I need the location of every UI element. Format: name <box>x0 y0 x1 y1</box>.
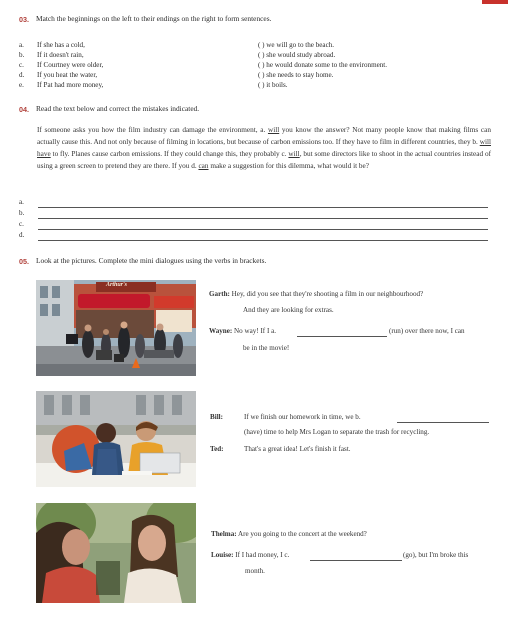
q4-answer-line-c[interactable] <box>38 229 488 230</box>
q3-beginning-d: If you heat the water, <box>37 71 98 79</box>
q4-answer-line-b[interactable] <box>38 218 488 219</box>
q4-answer-letter-c: c. <box>19 220 24 228</box>
garth-line-1 <box>209 290 423 298</box>
wayne-text-1-pre: No way! If I a. <box>234 327 276 335</box>
q3-ending-3[interactable]: ( ) he would donate some to the environment. <box>258 61 388 69</box>
q4-number: 04. <box>19 105 29 114</box>
q3-ending-2[interactable]: ( ) she would study abroad. <box>258 51 336 59</box>
louise-text-1-pre: If I had money, I c. <box>235 551 290 559</box>
underlined-error-word: can <box>198 162 209 170</box>
q5-instruction: Look at the pictures. Complete the mini dialogues using the verbs in brackets. <box>36 256 267 265</box>
q3-letter-b: b. <box>19 51 25 59</box>
q4-answer-letter-d: d. <box>19 231 25 239</box>
bill-blank-b[interactable] <box>397 422 489 423</box>
q3-letter-e: e. <box>19 81 24 89</box>
q3-instruction: Match the beginnings on the left to their endings on the right to form sentences. <box>36 14 272 23</box>
paragraph-text-segment: to fly. Planes cause carbon emissions. If they could change this, they probably c. <box>50 150 289 158</box>
q3-beginning-c: If Courtney were older, <box>37 61 104 69</box>
paragraph-text-segment: , but some directors like to shoot in the actual countries instead of using a green screen to pretend they are there. If you d. <box>37 150 491 170</box>
wayne-speaker: Wayne: <box>209 327 233 335</box>
q3-ending-5[interactable]: ( ) it boils. <box>258 81 288 89</box>
louise-text-2: month. <box>245 567 265 575</box>
louise-text-1-post: (go), but I'm broke this <box>403 551 469 559</box>
q3-beginning-b: If it doesn't rain, <box>37 51 84 59</box>
paragraph-text-segment: you know the answer? Not many people know that making films can actually cause this. And not only because of filming in locations, but because of carbon emissions too. If they have to film in different countries, they b. <box>37 126 491 146</box>
q3-beginning-a: If she has a cold, <box>37 41 85 49</box>
bill-text-1: If we finish our homework in time, we b. <box>244 413 361 421</box>
q3-ending-4[interactable]: ( ) she needs to stay home. <box>258 71 334 79</box>
film-set-photo <box>36 280 196 376</box>
q3-beginning-e: If Pat had more money, <box>37 81 104 89</box>
q4-answer-letter-a: a. <box>19 198 24 206</box>
underlined-error-word: will have <box>37 138 491 158</box>
garth-text-2: And they are looking for extras. <box>243 306 334 314</box>
photo-sign-text: Arthur's <box>106 282 128 288</box>
chapter-tab <box>482 0 508 4</box>
q5-number: 05. <box>19 257 29 266</box>
thelma-speaker: Thelma: <box>211 530 237 538</box>
thelma-line <box>211 530 367 538</box>
q4-answer-letter-b: b. <box>19 209 25 217</box>
bill-text-2: (have) time to help Mrs Logan to separate the trash for recycling. <box>244 428 430 436</box>
garth-speaker: Garth: <box>209 290 230 298</box>
wayne-text-2: be in the movie! <box>243 344 290 352</box>
wayne-text-1-post: (run) over there now, I can <box>389 327 465 335</box>
wayne-blank-a[interactable] <box>297 336 387 337</box>
q3-letter-d: d. <box>19 71 25 79</box>
louise-blank-c[interactable] <box>310 560 402 561</box>
louise-speaker: Louise: <box>211 551 234 559</box>
thelma-text: Are you going to the concert at the weekend? <box>238 530 367 538</box>
underlined-error-word: will <box>288 150 300 158</box>
garth-text-1: Hey, did you see that they're shooting a film in our neighbourhood? <box>231 290 424 298</box>
bill-speaker: Bill: <box>210 413 224 421</box>
friends-photo <box>36 503 196 603</box>
q3-number: 03. <box>19 15 29 24</box>
ted-text: That's a great idea! Let's finish it fast. <box>244 445 351 453</box>
q3-letter-a: a. <box>19 41 24 49</box>
students-photo <box>36 391 196 487</box>
wayne-line-1 <box>209 327 276 335</box>
q4-answer-line-a[interactable] <box>38 207 488 208</box>
ted-speaker: Ted: <box>210 445 224 453</box>
louise-line-1 <box>211 551 289 559</box>
q3-letter-c: c. <box>19 61 24 69</box>
q4-paragraph <box>37 124 491 172</box>
q4-instruction: Read the text below and correct the mistakes indicated. <box>36 104 200 113</box>
paragraph-text-segment: If someone asks you how the film industry can damage the environment, a. <box>37 126 268 134</box>
paragraph-text-segment: make a suggestion for this dilemma, what would it be? <box>208 162 369 170</box>
q3-ending-1[interactable]: ( ) we will go to the beach. <box>258 41 335 49</box>
q4-answer-line-d[interactable] <box>38 240 488 241</box>
underlined-error-word: will <box>267 126 280 134</box>
